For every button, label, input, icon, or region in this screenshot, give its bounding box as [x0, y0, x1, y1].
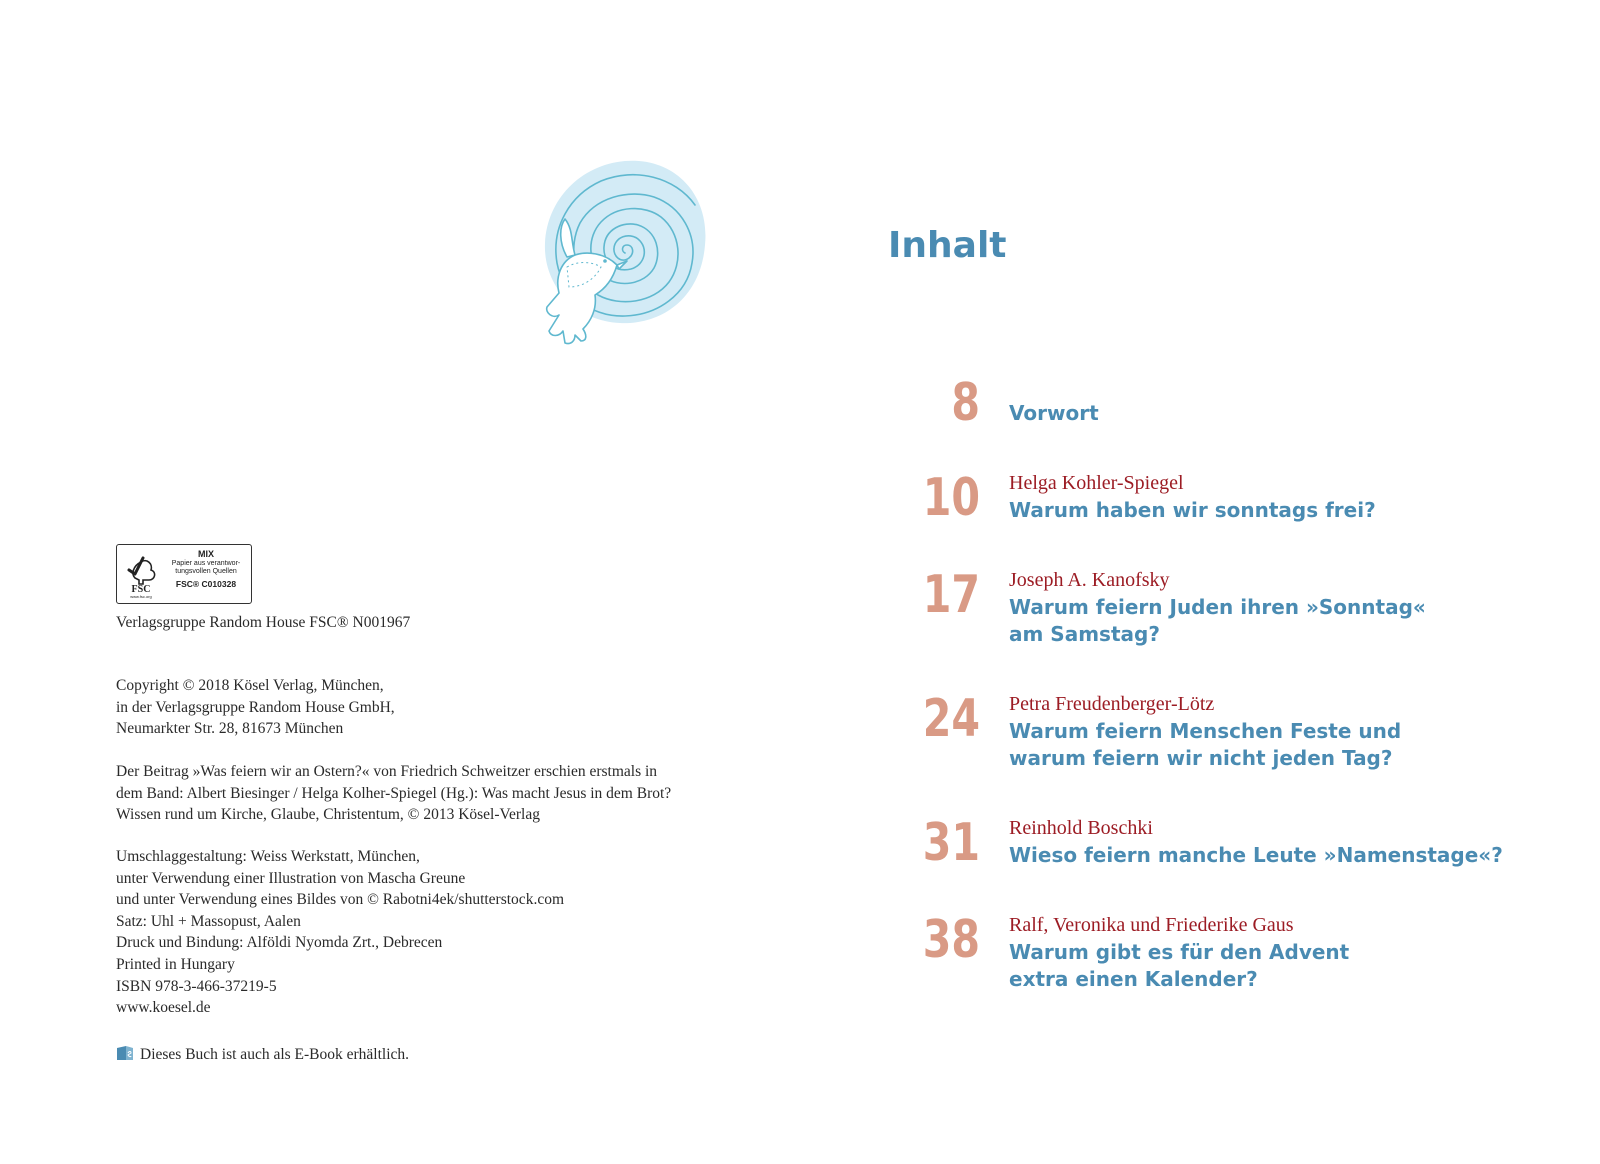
fsc-description-line: Papier aus verantwor-: [171, 560, 241, 567]
toc-page-number: 10: [922, 468, 980, 528]
toc-entry-author: Helga Kohler-Spiegel: [1009, 472, 1184, 494]
imprint-copyright-block: [116, 675, 395, 740]
imprint-production-block: [116, 846, 564, 1019]
imprint-line: Umschlaggestaltung: Weiss Werkstatt, München,: [116, 848, 420, 865]
imprint-source-note-block: [116, 761, 671, 826]
toc-entry-title: Warum haben wir sonntags frei?: [1009, 498, 1376, 522]
publisher-website: www.koesel.de: [116, 999, 211, 1017]
toc-entry-title: Warum feiern Menschen Feste und: [1009, 719, 1402, 743]
imprint-line: Der Beitrag »Was feiern wir an Ostern?« von Friedrich Schweitzer erschien erstmals in: [116, 763, 658, 780]
toc-page-number: 38: [922, 910, 980, 970]
toc-page-number: 8: [951, 373, 980, 433]
toc-entry-author: Reinhold Boschki: [1009, 817, 1153, 839]
imprint-line: Druck und Bindung: Alföldi Nyomda Zrt., Debrecen: [116, 934, 443, 952]
fsc-code: FSC® C010328: [175, 579, 237, 589]
fsc-logo-url: www.fsc.org: [130, 594, 152, 599]
toc-entry-title: Warum feiern Juden ihren »Sonntag«: [1009, 595, 1426, 619]
toc-entry-title: Vorwort: [1009, 401, 1099, 425]
imprint-line: unter Verwendung einer Illustration von Mascha Greune: [116, 869, 466, 887]
imprint-line: Wissen rund um Kirche, Glaube, Christentum, © 2013 Kösel-Verlag: [116, 806, 540, 824]
toc-page-number: 17: [922, 565, 980, 625]
fsc-mix-label: MIX: [197, 549, 214, 559]
toc-entry-author: Ralf, Veronika und Friederike Gaus: [1009, 914, 1294, 936]
toc-page-number: 31: [922, 813, 980, 873]
toc-entry-author: Joseph A. Kanofsky: [1009, 569, 1170, 591]
toc-entry-title: Warum gibt es für den Advent: [1009, 940, 1350, 964]
toc-title: Inhalt: [888, 225, 1007, 266]
imprint-line: Printed in Hungary: [116, 955, 235, 973]
ebook-note: [116, 1044, 409, 1065]
fsc-tree-check-logo: [121, 548, 161, 600]
toc-page-number: 24: [922, 689, 980, 749]
toc-entry-title: Wieso feiern manche Leute »Namenstage«?: [1009, 843, 1503, 867]
fsc-certification-label: [116, 544, 252, 604]
imprint-line: Copyright © 2018 Kösel Verlag, München,: [116, 677, 384, 694]
spiral-bird-illustration: [525, 155, 725, 345]
fsc-description-line: tungsvollen Quellen: [175, 568, 237, 575]
imprint-line: ISBN 978-3-466-37219-5: [116, 977, 277, 995]
imprint-fsc-line: [116, 612, 410, 634]
ebook-note-text: Dieses Buch ist auch als E-Book erhältlich.: [140, 1046, 410, 1063]
toc-entry-title: warum feiern wir nicht jeden Tag?: [1009, 746, 1393, 770]
fsc-logo-text: FSC: [131, 584, 151, 595]
imprint-line: Neumarkter Str. 28, 81673 München: [116, 720, 344, 738]
imprint-line: und unter Verwendung eines Bildes von © Rabotni4ek/shutterstock.com: [116, 891, 565, 909]
ebook-icon: [116, 1045, 134, 1061]
toc-entry-author: Petra Freudenberger-Lötz: [1009, 693, 1215, 715]
imprint-line: dem Band: Albert Biesinger / Helga Kolher-Spiegel (Hg.): Was macht Jesus in dem Brot?: [116, 784, 672, 802]
imprint-line: Satz: Uhl + Massopust, Aalen: [116, 912, 301, 930]
imprint-line: Verlagsgruppe Random House FSC® N001967: [116, 614, 411, 631]
toc-entry-title: am Samstag?: [1009, 622, 1160, 646]
toc-entry-title: extra einen Kalender?: [1009, 967, 1258, 991]
imprint-line: in der Verlagsgruppe Random House GmbH,: [116, 698, 395, 716]
